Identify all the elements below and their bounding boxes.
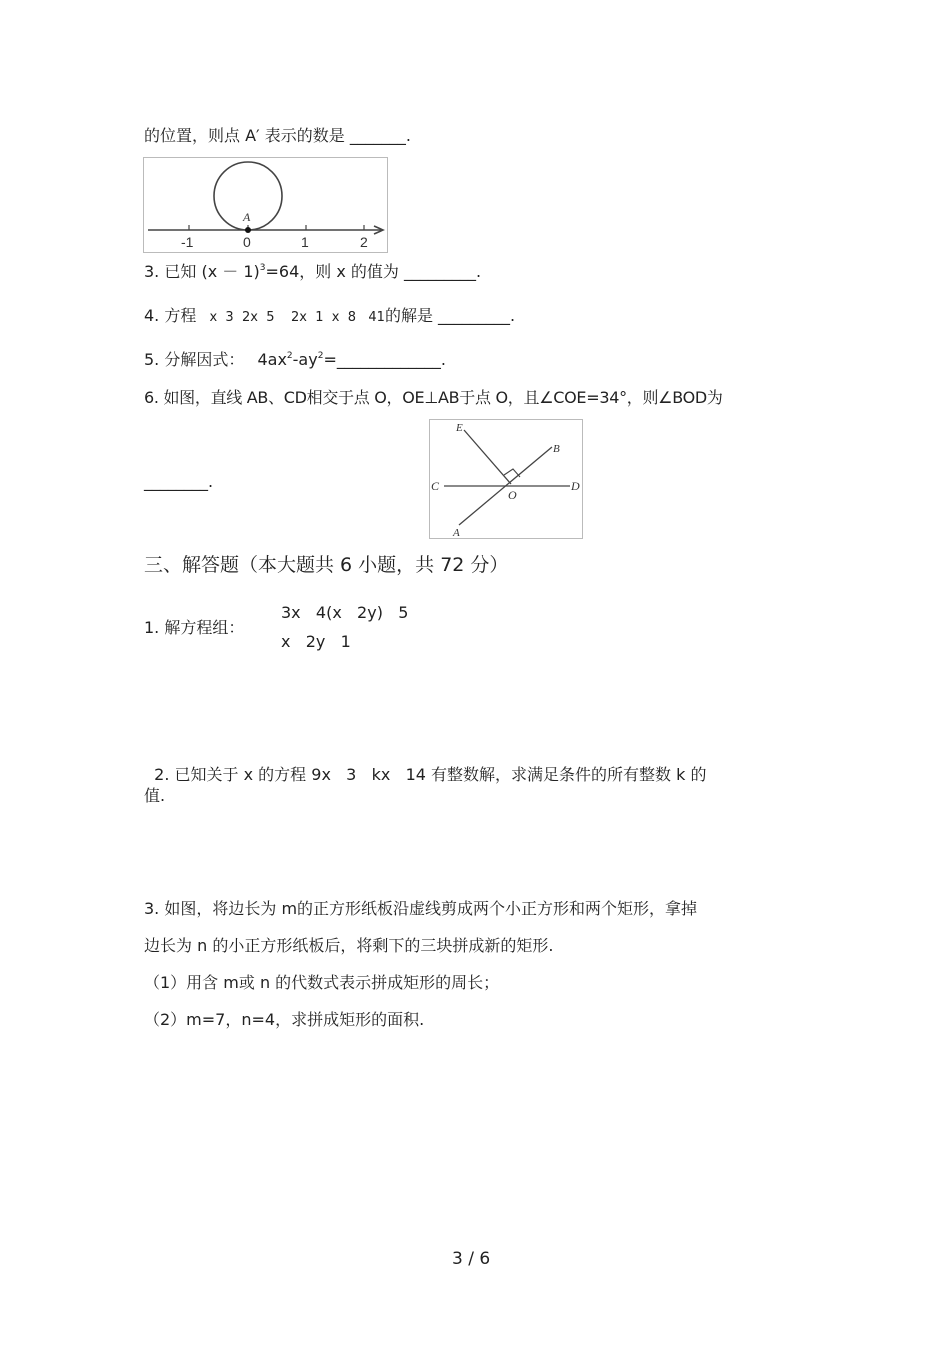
s3-line2: 边长为 n 的小正方形纸板后，将剩下的三块拼成新的矩形. xyxy=(144,936,554,955)
label-o: O xyxy=(508,488,517,502)
s3-part2: （2）m=7，n=4，求拼成矩形的面积. xyxy=(144,1010,425,1029)
tick-label-neg1: -1 xyxy=(181,234,194,250)
q5-num: 5. xyxy=(144,350,160,369)
q2-tail-line xyxy=(144,128,411,144)
label-c: C xyxy=(431,479,440,493)
q5-a: 4ax xyxy=(257,350,287,369)
s3-text1: 如图，将边长为 m的正方形纸板沿虚线剪成两个小正方形和两个矩形，拿掉 xyxy=(164,899,698,918)
q6-blank-line xyxy=(144,474,213,490)
q3-end: . xyxy=(476,262,482,281)
s2-num: 2. xyxy=(154,765,170,784)
q3-blank: _________ xyxy=(404,262,477,281)
q6-end: . xyxy=(208,472,214,491)
label-a: A xyxy=(453,527,460,538)
tick-label-0: 0 xyxy=(243,234,251,250)
q4-post: 的解是 xyxy=(384,306,433,325)
tick-label-2: 2 xyxy=(360,234,368,250)
s3-line1 xyxy=(144,901,697,917)
s1-eq1: 3x 4(x 2y) 5 xyxy=(281,603,409,622)
q6-num: 6. xyxy=(144,388,159,407)
q5-b: -ay xyxy=(292,350,318,369)
q4-num: 4. xyxy=(144,306,160,325)
s1-label-line xyxy=(144,620,244,636)
q3-num: 3. xyxy=(144,262,160,281)
s2-text1: 已知关于 x 的方程 9x 3 kx 14 有整数解，求满足条件的所有整数 k 的 xyxy=(174,765,707,784)
label-b: B xyxy=(553,443,560,455)
label-a: A xyxy=(243,210,251,224)
q5-line xyxy=(144,352,446,368)
q5-label: 分解因式： xyxy=(164,350,245,369)
q3-line xyxy=(144,264,481,280)
q4-blank: _________ xyxy=(438,306,511,325)
section-heading: 三、解答题（本大题共 6 小题，共 72 分） xyxy=(144,554,509,576)
s1-eq2: x 2y 1 xyxy=(281,632,351,651)
q4-end: . xyxy=(510,306,516,325)
q4-expr: x 3 2x 5 2x 1 x 8 41 xyxy=(209,310,385,325)
point-a-dot xyxy=(245,227,251,233)
s3-part1: （1）用含 m或 n 的代数式表示拼成矩形的周长； xyxy=(144,973,500,992)
q3-post: =64，则 x 的值为 xyxy=(265,262,399,281)
q3-exp: 3 xyxy=(259,263,266,273)
angle-figure xyxy=(429,419,583,539)
s3-num: 3. xyxy=(144,899,160,918)
q2-tail-text: 的位置，则点 A′ 表示的数是 xyxy=(144,126,345,145)
s2-line1 xyxy=(144,751,706,783)
page-number: 3 / 6 xyxy=(452,1249,491,1269)
label-d: D xyxy=(571,479,580,493)
q5-exp2: 2 xyxy=(317,351,324,361)
s2-line2: 值. xyxy=(144,786,166,805)
ray-oe xyxy=(464,430,511,484)
q4-line xyxy=(144,308,515,324)
q5-blank: _____________ xyxy=(336,350,441,369)
q6-line xyxy=(144,390,723,406)
q4-label: 方程 xyxy=(164,306,197,325)
q2-end: . xyxy=(405,126,411,145)
number-line-figure xyxy=(143,157,388,253)
s1-num: 1. xyxy=(144,618,160,637)
s1-label: 解方程组： xyxy=(164,618,245,637)
q2-blank: _______ xyxy=(349,126,406,145)
q5-end: . xyxy=(440,350,446,369)
q3-pre: 已知 (x － 1) xyxy=(164,262,260,281)
q6-blank: ________ xyxy=(144,472,208,491)
tick-label-1: 1 xyxy=(301,234,309,250)
q6-text: 如图，直线 AB、CD相交于点 O，OE⊥AB于点 O，且∠COE=34°，则∠BOD为 xyxy=(163,388,723,407)
q5-exp1: 2 xyxy=(286,351,293,361)
label-e: E xyxy=(456,422,463,434)
q5-c: = xyxy=(323,350,337,369)
